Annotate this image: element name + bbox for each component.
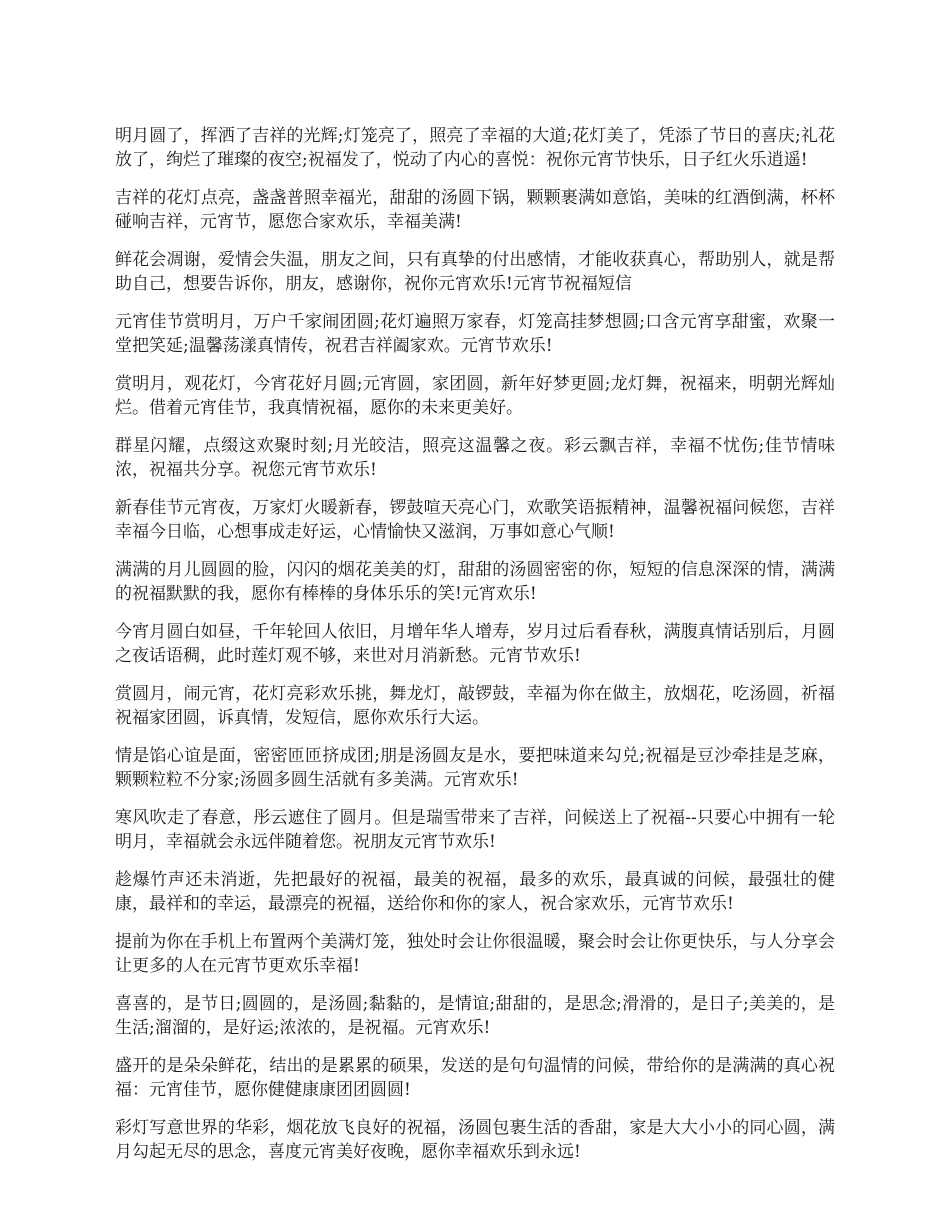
paragraph-6: 群星闪耀，点缀这欢聚时刻;月光皎洁，照亮这温馨之夜。彩云飘吉祥，幸福不忧伤;佳节情味浓，祝福共分享。祝您元宵节欢乐! — [115, 436, 835, 480]
document-body — [115, 124, 835, 1178]
paragraph-10: 赏圆月，闹元宵，花灯亮彩欢乐挑，舞龙灯，敲锣鼓，幸福为你在做主，放烟花，吃汤圆，祈福祝福家团圆，诉真情，发短信，愿你欢乐行大运。 — [115, 684, 835, 728]
paragraph-3: 鲜花会凋谢，爱情会失温，朋友之间，只有真挚的付出感情，才能收获真心，帮助别人，就是帮助自己，想要告诉你，朋友，感谢你，祝你元宵欢乐!元宵节祝福短信 — [115, 250, 835, 294]
paragraph-8: 满满的月儿圆圆的脸，闪闪的烟花美美的灯，甜甜的汤圆密密的你，短短的信息深深的情，满满的祝福默默的我，愿你有棒棒的身体乐乐的笑!元宵欢乐! — [115, 560, 835, 604]
paragraph-9: 今宵月圆白如昼，千年轮回人依旧，月增年华人增寿，岁月过后看春秋，满腹真情话别后，月圆之夜话语稠，此时莲灯观不够，来世对月消新愁。元宵节欢乐! — [115, 622, 835, 666]
paragraph-2: 吉祥的花灯点亮，盏盏普照幸福光，甜甜的汤圆下锅，颗颗裹满如意馅，美味的红酒倒满，杯杯碰响吉祥，元宵节，愿您合家欢乐，幸福美满! — [115, 188, 835, 232]
paragraph-12: 寒风吹走了春意，彤云遮住了圆月。但是瑞雪带来了吉祥，问候送上了祝福--只要心中拥有一轮明月，幸福就会永远伴随着您。祝朋友元宵节欢乐! — [115, 808, 835, 852]
paragraph-13: 趁爆竹声还未消逝，先把最好的祝福，最美的祝福，最多的欢乐，最真诚的问候，最强壮的健康，最祥和的幸运，最漂亮的祝福，送给你和你的家人，祝合家欢乐，元宵节欢乐! — [115, 870, 835, 914]
paragraph-7: 新春佳节元宵夜，万家灯火暖新春，锣鼓喧天亮心门，欢歌笑语振精神，温馨祝福问候您，吉祥幸福今日临，心想事成走好运，心情愉快又滋润，万事如意心气顺! — [115, 498, 835, 542]
paragraph-17: 彩灯写意世界的华彩，烟花放飞良好的祝福，汤圆包裹生活的香甜，家是大大小小的同心圆，满月勾起无尽的思念，喜度元宵美好夜晚，愿你幸福欢乐到永远! — [115, 1118, 835, 1162]
paragraph-4: 元宵佳节赏明月，万户千家闹团圆;花灯遍照万家春，灯笼高挂梦想圆;口含元宵享甜蜜，欢聚一堂把笑延;温馨荡漾真情传，祝君吉祥阖家欢。元宵节欢乐! — [115, 312, 835, 356]
paragraph-16: 盛开的是朵朵鲜花，结出的是累累的硕果，发送的是句句温情的问候，带给你的是满满的真心祝福：元宵佳节，愿你健健康康团团圆圆! — [115, 1056, 835, 1100]
paragraph-14: 提前为你在手机上布置两个美满灯笼，独处时会让你很温暖，聚会时会让你更快乐，与人分享会让更多的人在元宵节更欢乐幸福! — [115, 932, 835, 976]
paragraph-5: 赏明月，观花灯，今宵花好月圆;元宵圆，家团圆，新年好梦更圆;龙灯舞，祝福来，明朝光辉灿烂。借着元宵佳节，我真情祝福，愿你的未来更美好。 — [115, 374, 835, 418]
paragraph-11: 情是馅心谊是面，密密匝匝挤成团;朋是汤圆友是水，要把味道来勾兑;祝福是豆沙牵挂是芝麻，颗颗粒粒不分家;汤圆多圆生活就有多美满。元宵欢乐! — [115, 746, 835, 790]
paragraph-15: 喜喜的，是节日;圆圆的，是汤圆;黏黏的，是情谊;甜甜的，是思念;滑滑的，是日子;美美的，是生活;溜溜的，是好运;浓浓的，是祝福。元宵欢乐! — [115, 994, 835, 1038]
paragraph-1: 明月圆了，挥洒了吉祥的光辉;灯笼亮了，照亮了幸福的大道;花灯美了，凭添了节日的喜庆;礼花放了，绚烂了璀璨的夜空;祝福发了，悦动了内心的喜悦：祝你元宵节快乐，日子红火乐逍遥! — [115, 126, 835, 170]
